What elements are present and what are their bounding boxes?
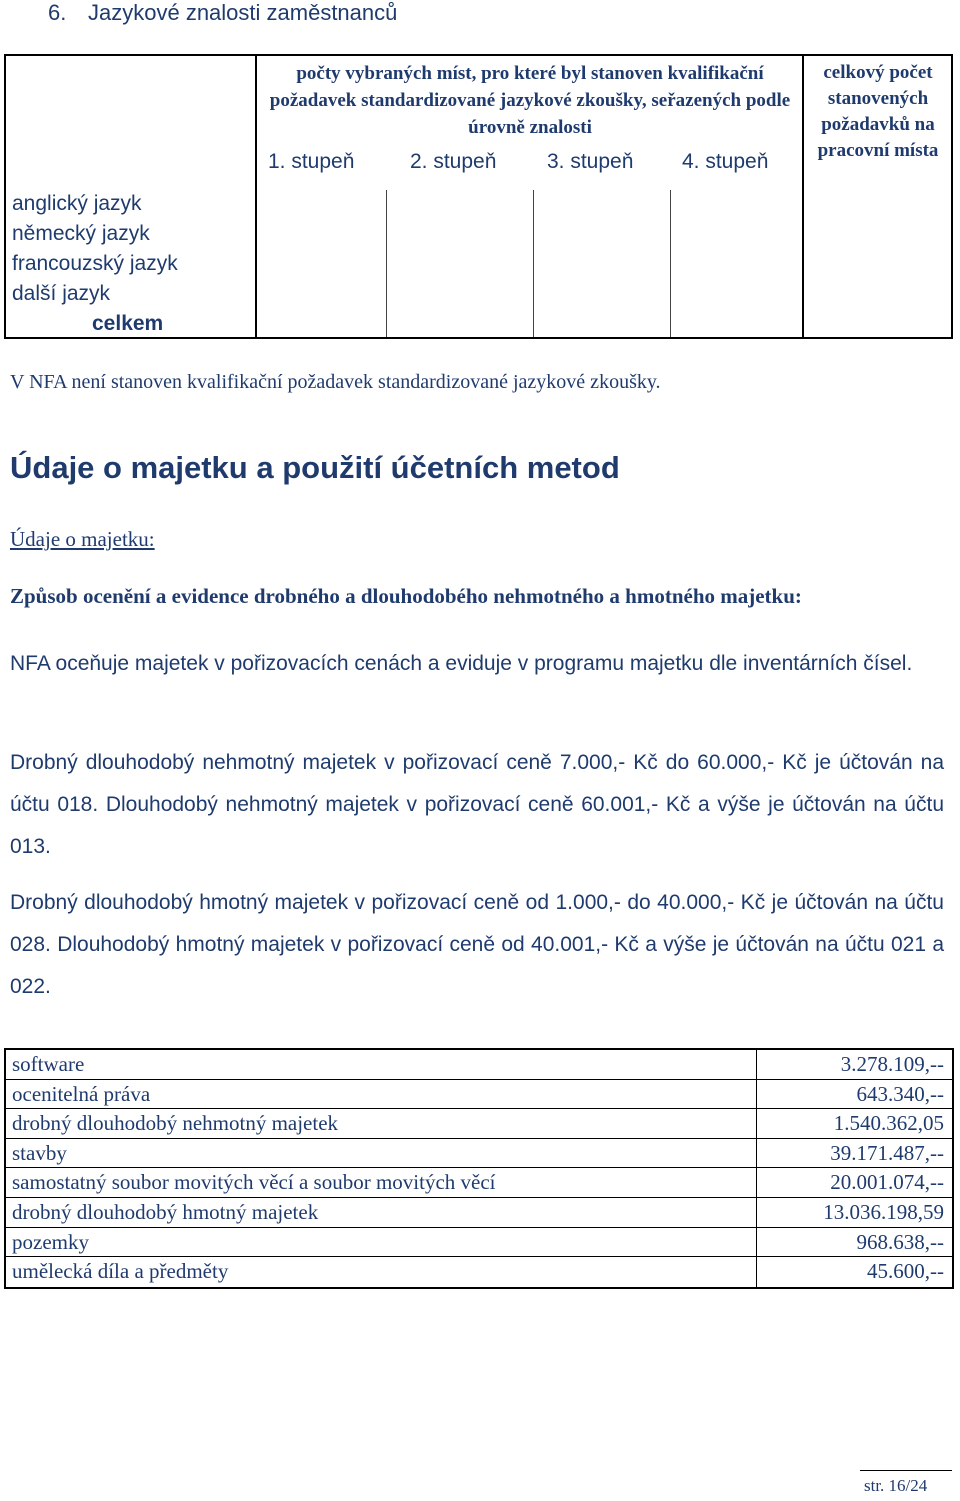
language-english: anglický jazyk (12, 192, 142, 215)
language-german: německý jazyk (12, 222, 150, 245)
table-row (6, 1139, 952, 1169)
asset-value: 3.278.109,-- (840, 1052, 944, 1076)
language-requirements-table (4, 54, 953, 339)
table-divider (533, 190, 534, 337)
section-title-text: Jazykové znalosti zaměstnanců (88, 0, 398, 25)
asset-value: 1.540.362,05 (833, 1111, 944, 1136)
table-row (6, 1080, 952, 1110)
section-title (48, 0, 397, 26)
asset-value: 13.036.198,59 (823, 1199, 944, 1224)
table-divider (670, 190, 671, 337)
table-row (6, 1198, 952, 1228)
table-row (6, 1050, 952, 1080)
level-3: 3. stupeň (547, 150, 634, 173)
asset-value: 39.171.487,-- (830, 1140, 944, 1165)
valuation-method-heading: Způsob ocenění a evidence drobného a dlouhodobého nehmotného a hmotného majetku: (10, 584, 802, 608)
footer-rule (860, 1470, 952, 1471)
table-divider (255, 56, 257, 337)
language-note: V NFA není stanoven kvalifikační požadavek standardizované jazykové zkoušky. (10, 371, 661, 393)
table-row (6, 1228, 952, 1258)
table-row (6, 1109, 952, 1139)
asset-name: pozemky (12, 1229, 89, 1254)
table-divider (386, 190, 387, 337)
asset-value: 45.600,-- (867, 1259, 944, 1284)
language-other: další jazyk (12, 282, 111, 305)
paragraph-valuation: NFA oceňuje majetek v pořizovacích cenách a eviduje v programu majetku dle inventárních čísel. (10, 652, 913, 675)
asset-name: drobný dlouhodobý nehmotný majetek (12, 1111, 339, 1136)
level-2: 2. stupeň (410, 150, 497, 173)
paragraph-intangible: Drobný dlouhodobý nehmotný majetek v pořizovací ceně 7.000,- Kč do 60.000,- Kč je účtován na účtu 018. Dlouhodobý nehmotný majetek v pořizovací ceně 60.001,- Kč a výše je účtován na účtu 013. (10, 751, 944, 858)
property-heading: Údaje o majetku a použití účetních metod (10, 450, 620, 485)
level-4: 4. stupeň (682, 150, 769, 173)
table-row (6, 1257, 952, 1287)
asset-name: stavby (12, 1140, 67, 1165)
property-subheading: Údaje o majetku: (10, 527, 155, 551)
paragraph-tangible: Drobný dlouhodobý hmotný majetek v pořizovací ceně od 1.000,- do 40.000,- Kč je účtován na účtu 028. Dlouhodobý hmotný majetek v pořizovací ceně od 40.001,- Kč a výše je účtován na účtu 021 a 022. (10, 891, 944, 998)
asset-value: 968.638,-- (856, 1229, 944, 1254)
header-level-counts: počty vybraných míst, pro které byl stanoven kvalifikační požadavek standardizované jazykové zkoušky, seřazených podle úrovně znalosti (269, 63, 791, 138)
asset-name: software (12, 1052, 85, 1076)
asset-value: 20.001.074,-- (830, 1170, 944, 1195)
table-row (6, 1168, 952, 1198)
header-total-requirements: celkový počet stanovených požadavků na pracovní místa (817, 62, 939, 161)
language-total-label: celkem (92, 312, 164, 335)
asset-table (4, 1048, 954, 1289)
asset-name: ocenitelná práva (12, 1081, 151, 1106)
section-number: 6. (48, 0, 67, 25)
asset-name: drobný dlouhodobý hmotný majetek (12, 1199, 319, 1224)
language-french: francouzský jazyk (12, 252, 178, 275)
asset-name: umělecká díla a předměty (12, 1259, 229, 1284)
asset-value: 643.340,-- (856, 1081, 944, 1106)
asset-name: samostatný soubor movitých věcí a soubor movitých věcí (12, 1170, 496, 1195)
level-1: 1. stupeň (268, 150, 355, 173)
page-number: str. 16/24 (864, 1476, 928, 1495)
